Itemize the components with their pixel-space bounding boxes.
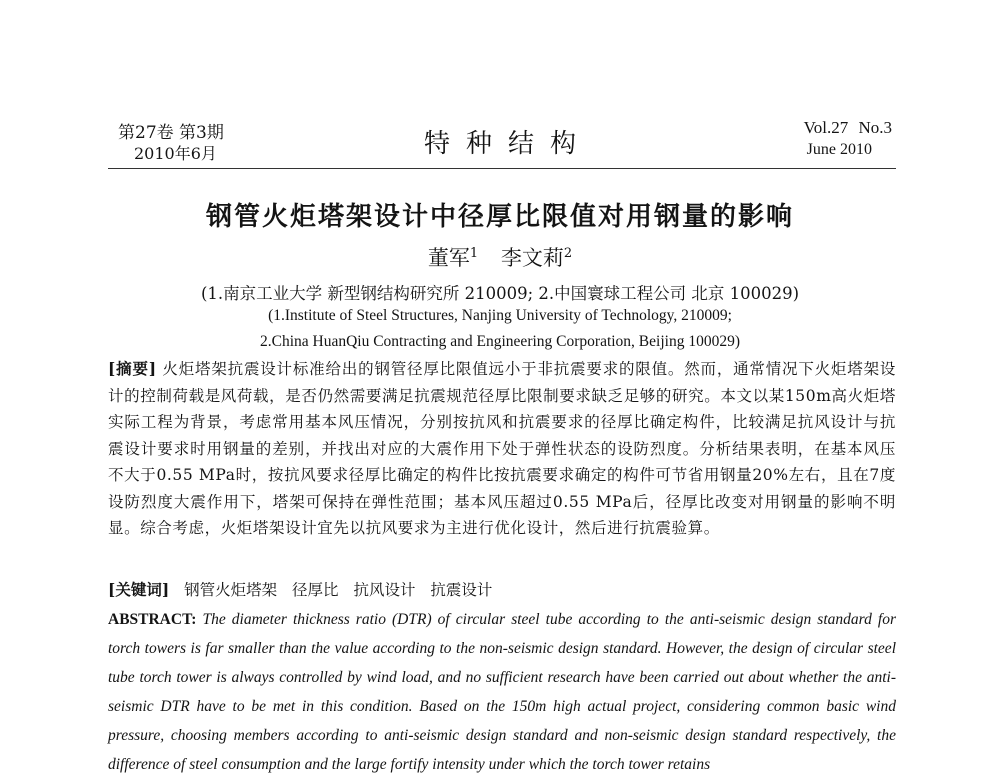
date-en: June 2010 bbox=[806, 141, 872, 158]
header-rule bbox=[108, 168, 896, 169]
keywords-cn-text: 钢管火炬塔架 径厚比 抗风设计 抗震设计 bbox=[184, 581, 493, 599]
volume-issue-en: Vol.27 No.3 bbox=[803, 118, 892, 137]
affiliation-cn: (1.南京工业大学 新型钢结构研究所 210009; 2.中国寰球工程公司 北京 100029) bbox=[200, 284, 800, 303]
author-list bbox=[0, 242, 1000, 272]
date-cn: 2010年6月 bbox=[134, 144, 217, 163]
abstract-en bbox=[108, 605, 896, 779]
paper-title: 钢管火炬塔架设计中径厚比限值对用钢量的影响 bbox=[205, 202, 794, 232]
author-name: 董军 bbox=[427, 246, 470, 270]
author-affiliation-mark: 1 bbox=[469, 246, 479, 261]
affiliation-en-line2: 2.China HuanQiu Contracting and Engineering Corporation, Beijing 100029) bbox=[260, 333, 740, 350]
abstract-en-label: ABSTRACT: bbox=[108, 611, 197, 628]
abstract-cn-text: 火炬塔架抗震设计标准给出的钢管径厚比限值远小于非抗震要求的限值。然而，通常情况下火炬塔架设计的控制荷载是风荷载，是否仍然需要满足抗震规范径厚比限制要求缺乏足够的研究。本文以某150m高火炬塔实际工程为背景，考虑常用基本风压情况，分别按抗风和抗震要求的径厚比确定构件，比较满足抗风设计与抗震设计要求时用钢量的差别，并找出对应的大震作用下处于弹性状态的设防烈度。分析结果表明，在基本风压不大于0.55 MPa时，按抗风要求径厚比确定的构件比按抗震要求确定的构件可节省用钢量20%左右，且在7度设防烈度大震作用下，塔架可保持在弹性范围；基本风压超过0.55 MPa后，径厚比改变对用钢量的影响不明显。综合考虑，火炬塔架设计宜先以抗风要求为主进行优化设计，然后进行抗震验算。 bbox=[108, 360, 896, 537]
keywords-cn bbox=[108, 578, 492, 600]
journal-name: 特种结构 bbox=[423, 129, 592, 159]
volume-issue-cn: 第27卷 第3期 bbox=[118, 123, 224, 143]
keywords-cn-label: [关键词] bbox=[108, 580, 170, 599]
author-name: 李文莉 bbox=[500, 246, 564, 270]
abstract-cn bbox=[108, 356, 896, 542]
affiliation-en-line1: (1.Institute of Steel Structures, Nanjing University of Technology, 210009; bbox=[268, 307, 732, 324]
abstract-cn-label: [摘要] bbox=[108, 359, 157, 378]
abstract-en-text: The diameter thickness ratio (DTR) of circular steel tube according to the anti-seismic design standard for torch towers is far smaller than the value according to the non-seismic design standard. However, the design of circular steel tube torch tower is always controlled by wind load, and no sufficient research have been carried out about whether the anti-seismic DTR have to be met in this condition. Based on the 150m high actual project, considering common basic wind pressure, choosing members according to anti-seismic design standard and non-seismic design standard respectively, the difference of steel consumption and the large fortify intensity under which the torch tower retains bbox=[108, 611, 896, 773]
author-affiliation-mark: 2 bbox=[563, 246, 573, 261]
